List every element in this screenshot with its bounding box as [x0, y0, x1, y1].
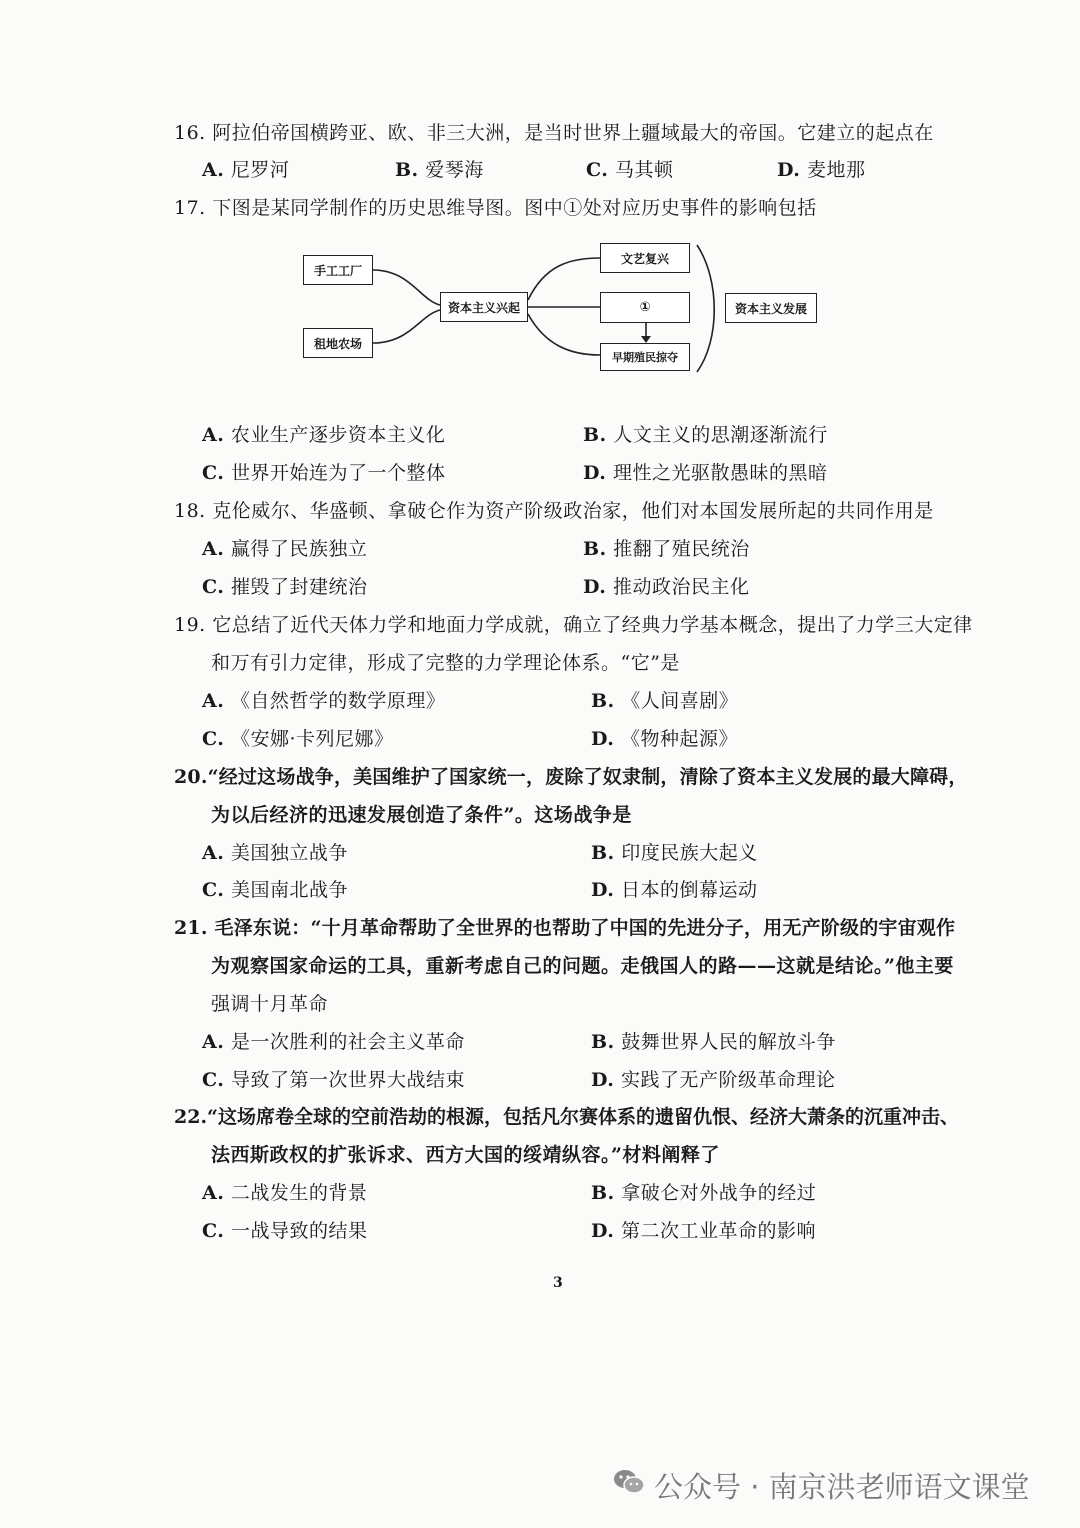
q16-stem: 16. 阿拉伯帝国横跨亚、欧、非三大洲，是当时世界上疆域最大的帝国。它建立的起点在 [174, 122, 934, 144]
q16-option-a: A. 尼罗河 [202, 159, 290, 181]
q16-option-b: B. 爱琴海 [395, 159, 484, 181]
q16-option-d: D. 麦地那 [777, 159, 866, 181]
diagram-box-renaissance: 文艺复兴 [600, 243, 690, 273]
q20-option-a: A. 美国独立战争 [202, 842, 348, 864]
q22-stem-line1: 22.“这场席卷全球的空前浩劫的根源，包括凡尔赛体系的遗留仇恨、经济大萧条的沉重冲击、 [174, 1106, 959, 1128]
q20-option-b: B. 印度民族大起义 [591, 842, 758, 864]
q19-option-a: A. 《自然哲学的数学原理》 [202, 690, 446, 712]
page-number: 3 [553, 1275, 563, 1291]
q18-option-b: B. 推翻了殖民统治 [583, 538, 750, 560]
q21-stem-line1: 21. 毛泽东说：“十月革命帮助了全世界的也帮助了中国的先进分子，用无产阶级的宇宙观作 [174, 917, 956, 939]
q22-option-a: A. 二战发生的背景 [202, 1182, 368, 1204]
q21-option-b: B. 鼓舞世界人民的解放斗争 [591, 1031, 836, 1053]
q19-stem-line2: 和万有引力定律，形成了完整的力学理论体系。“它”是 [211, 652, 680, 674]
diagram-box-workshop: 手工工厂 [303, 255, 373, 285]
q17-option-a: A. 农业生产逐步资本主义化 [202, 424, 446, 446]
q17-option-b: B. 人文主义的思潮逐渐流行 [583, 424, 828, 446]
q17-option-d: D. 理性之光驱散愚昧的黑暗 [583, 462, 828, 484]
watermark-text: 公众号 · 南京洪老师语文课堂 [654, 1470, 1030, 1504]
q19-stem-line1: 19. 它总结了近代天体力学和地面力学成就，确立了经典力学基本概念，提出了力学三大定律 [174, 614, 973, 636]
q22-option-d: D. 第二次工业革命的影响 [591, 1220, 816, 1242]
diagram-box-blank: ① [600, 292, 690, 323]
mind-map-connectors [0, 0, 1080, 420]
q21-option-c: C. 导致了第一次世界大战结束 [202, 1069, 465, 1091]
q17-option-c: C. 世界开始连为了一个整体 [202, 462, 446, 484]
q19-option-c: C. 《安娜·卡列尼娜》 [202, 728, 394, 750]
q20-stem-line2: 为以后经济的迅速发展创造了条件”。这场战争是 [211, 804, 632, 826]
q18-option-a: A. 赢得了民族独立 [202, 538, 368, 560]
diagram-box-capitalism-development: 资本主义发展 [725, 293, 817, 323]
q20-option-d: D. 日本的倒幕运动 [591, 879, 758, 901]
q18-stem: 18. 克伦威尔、华盛顿、拿破仑作为资产阶级政治家，他们对本国发展所起的共同作用是 [174, 500, 934, 522]
diagram-box-capitalism-rise: 资本主义兴起 [440, 292, 528, 322]
wechat-icon [612, 1467, 654, 1504]
q21-option-a: A. 是一次胜利的社会主义革命 [202, 1031, 465, 1053]
q22-stem-line2: 法西斯政权的扩张诉求、西方大国的绥靖纵容。”材料阐释了 [211, 1144, 720, 1166]
q20-option-c: C. 美国南北战争 [202, 879, 348, 901]
q21-stem-line2: 为观察国家命运的工具，重新考虑自己的问题。走俄国人的路——这就是结论。”他主要 [211, 955, 954, 977]
q22-option-b: B. 拿破仑对外战争的经过 [591, 1182, 817, 1204]
q18-option-d: D. 推动政治民主化 [583, 576, 750, 598]
q19-option-d: D. 《物种起源》 [591, 728, 738, 750]
q19-option-b: B. 《人间喜剧》 [591, 690, 739, 712]
q20-stem-line1: 20.“经过这场战争，美国维护了国家统一，废除了奴隶制，清除了资本主义发展的最大障碍， [174, 766, 968, 788]
diagram-box-farm: 租地农场 [303, 328, 373, 358]
q21-option-d: D. 实践了无产阶级革命理论 [591, 1069, 836, 1091]
q22-option-c: C. 一战导致的结果 [202, 1220, 368, 1242]
diagram-box-colonial: 早期殖民掠夺 [600, 343, 690, 371]
q16-option-c: C. 马其顿 [586, 159, 674, 181]
q21-stem-line3: 强调十月革命 [211, 993, 329, 1015]
q18-option-c: C. 摧毁了封建统治 [202, 576, 368, 598]
watermark [612, 1465, 1030, 1506]
q17-stem: 17. 下图是某同学制作的历史思维导图。图中①处对应历史事件的影响包括 [174, 197, 817, 219]
